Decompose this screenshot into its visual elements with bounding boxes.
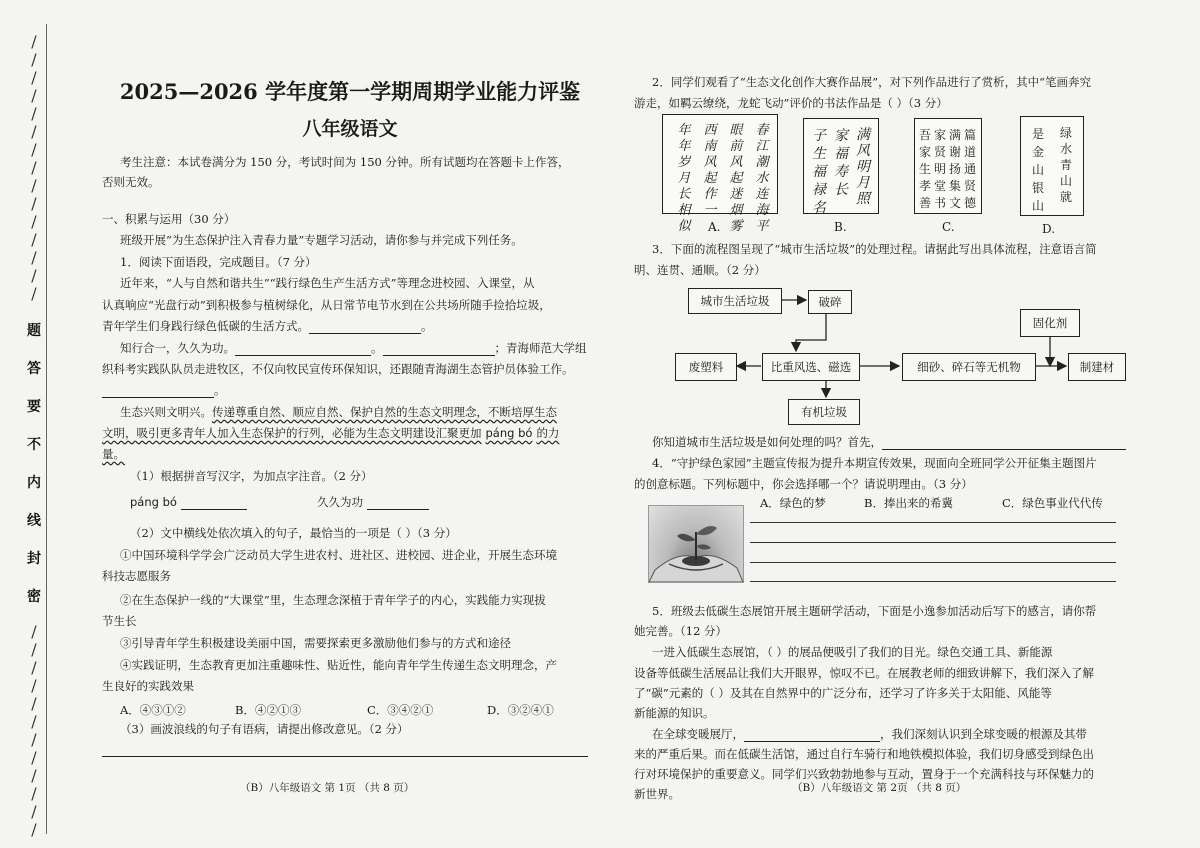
wavy-sentence: 传递尊重自然、顺应自然、保护自然的生态文明理念，不断培厚生态: [212, 405, 557, 419]
page-footer: （B）八年级语文 第 1页 （共 8 页）: [240, 782, 415, 794]
flow-node-plastic: 废塑料: [675, 353, 737, 381]
calligraphy-column: 年 年 岁 月 长 相 似: [677, 123, 691, 234]
essay-text: 在全球变暖展厅，: [652, 727, 744, 741]
calligraphy-column: 家 福 寿 长: [834, 128, 848, 198]
option-sentence: ③引导青年学生积极建设美丽中国，需要探索更多激励他们参与的方式和途径: [120, 636, 511, 650]
option-sentence: 节生长: [102, 614, 137, 628]
calligraphy-label: C.: [942, 220, 955, 234]
binding-slash-mark: /: [31, 140, 37, 159]
calligraphy-column: 眼 前 风 起 迷 烟 雾: [729, 123, 743, 234]
calligraphy-label: B.: [834, 220, 847, 234]
flow-node-separation: 比重风选、磁选: [762, 353, 860, 381]
seal-char: 封: [27, 551, 41, 567]
calligraphy-column: 满 谢 扬 集 文: [948, 128, 961, 210]
calligraphy-column: 西 南 风 起 作 一: [703, 123, 717, 218]
binding-slash-mark: /: [31, 104, 37, 123]
question-2: 2．同学们观看了“生态文化创作大赛作品展”，对下列作品进行了赏析，其中“笔画奔究: [652, 75, 1091, 89]
option-sentence: 生良好的实践效果: [102, 679, 194, 693]
flow-node-curing-agent: 固化剂: [1020, 309, 1080, 337]
calligraphy-column: 吾 家 生 孝 善: [918, 128, 931, 210]
wavy-sentence: 的力: [536, 426, 560, 440]
passage-line: 织科考实践队队员走进牧区，不仅向牧民宣传环保知识，还跟随青海湖生态管护员体验工作。: [102, 362, 574, 376]
binding-slash-mark: /: [31, 676, 37, 695]
title-option-a[interactable]: A．绿色的梦: [760, 496, 826, 510]
subquestion-3: （3）画波浪线的句子有语病，请提出修改意见。（2 分）: [120, 722, 409, 736]
essay-line: 一进入低碳生态展馆，（ ）的展品便吸引了我们的目光。绿色交通工具、新能源: [652, 645, 1053, 659]
binding-slash-mark: /: [31, 266, 37, 285]
binding-slash-mark: /: [31, 194, 37, 213]
exam-subtitle: 八年级语文: [302, 118, 398, 140]
section-heading: 一、积累与运用（30 分）: [102, 212, 236, 226]
binding-slash-mark: /: [31, 68, 37, 87]
essay-line: 来的严重后果。而在低碳生活馆，通过自行车骑行和地铁模拟体验，我们切身感受到绿色出: [634, 747, 1094, 761]
option-sentence: ④实践证明，生态教育更加注重趣味性、贴近性，能向青年学生传递生态文明理念，产: [120, 658, 557, 672]
wavy-sentence: 量。: [102, 447, 125, 461]
wavy-sentence: 文明，吸引更多青年人加入生态保护的行列，必能为生态文明建设汇聚更加: [102, 426, 482, 440]
binding-slash-mark: /: [31, 640, 37, 659]
flow-node-crush: 破碎: [808, 290, 852, 314]
choice-b[interactable]: B．④②①③: [235, 703, 301, 717]
passage-line: 认真响应“光盘行动”到积极参与植树绿化，从日常节电节水到在公共场所随手捡拾垃圾，: [102, 298, 551, 312]
pinyin-text: páng bó: [485, 426, 533, 440]
calligraphy-column: 子 生 福 禄 名: [812, 128, 826, 216]
question-5-cont: 她完善。（12 分）: [634, 624, 728, 638]
essay-line: [652, 727, 1087, 742]
calligraphy-column: 满 风 明 月 照: [856, 127, 870, 207]
binding-slash-mark: /: [31, 212, 37, 231]
choice-a[interactable]: A．④③①②: [120, 703, 186, 717]
essay-line: 行对环境保护的重要意义。同学们兴致勃勃地参与互动，置身于一个充满科技与环保魅力的: [634, 767, 1094, 781]
binding-slash-mark: /: [31, 158, 37, 177]
question-3-answer: [652, 435, 1126, 450]
calligraphy-column: 篇 道 通 贤 德: [963, 128, 976, 210]
seedling-icon: [649, 506, 743, 582]
essay-line: 新世界。: [634, 787, 680, 801]
title-option-b[interactable]: B．捧出来的希冀: [864, 496, 953, 510]
flow-node-inorganic: 细砂、碎石等无机物: [902, 353, 1036, 381]
question-4-cont: 的创意标题。下列标题中，你会选择哪一个？请说明理由。（3 分）: [634, 477, 973, 491]
answer-prompt: 你知道城市生活垃圾是如何处理的吗？首先，: [652, 435, 882, 449]
binding-slash-mark: /: [31, 32, 37, 51]
choice-c[interactable]: C．③④②①: [367, 703, 434, 717]
passage-text: 生态兴则文明兴。: [120, 405, 212, 419]
binding-slash-mark: /: [31, 784, 37, 803]
question-4: 4．“守护绿色家园”主题宣传报为提升本期宣传效果，现面向全班同学公开征集主题图片: [652, 456, 1097, 470]
binding-slash-mark: /: [31, 622, 37, 641]
passage-text: 青年学生们身践行绿色低碳的生活方式。: [102, 319, 309, 333]
seal-char: 题: [27, 323, 41, 339]
question-3: 3．下面的流程图呈现了“城市生活垃圾”的处理过程。请据此写出具体流程，注意语言简: [652, 242, 1097, 256]
calligraphy-column: 家 贤 明 堂 书: [933, 128, 946, 210]
option-sentence: ①中国环境科学学会广泛动员大学生进农村、进社区、进校园、进企业，开展生态环境: [120, 548, 557, 562]
binding-slash-mark: /: [31, 86, 37, 105]
task-intro: 班级开展“为生态保护注入青春力量”专题学习活动，请你参与并完成下列任务。: [120, 233, 523, 247]
option-sentence: 科技志愿服务: [102, 569, 171, 583]
choice-d[interactable]: D．③②④①: [487, 703, 554, 717]
pinyin-text: páng bó: [130, 495, 177, 509]
flow-node-urban-waste: 城市生活垃圾: [688, 288, 782, 314]
binding-slash-mark: /: [31, 730, 37, 749]
exam-title: 2025—2026 学年度第一学期周期学业能力评鉴: [119, 79, 581, 104]
calligraphy-label: A.: [708, 220, 721, 234]
dotted-word: 久久为功: [317, 495, 363, 509]
binding-slash-mark: /: [31, 230, 37, 249]
calligraphy-column: 绿 水 青 山 就: [1059, 126, 1072, 204]
flow-node-building-material: 制建材: [1068, 353, 1126, 381]
binding-slash-mark: /: [31, 748, 37, 767]
flow-node-organic: 有机垃圾: [788, 399, 860, 425]
answer-line[interactable]: [750, 542, 1116, 543]
essay-text: ，我们深刻认识到全球变暖的根源及其带: [880, 727, 1087, 741]
notice-line: 否则无效。: [102, 175, 160, 189]
binding-slash-mark: /: [31, 766, 37, 785]
title-option-c[interactable]: C．绿色事业代代传: [1002, 496, 1103, 510]
seal-char: 不: [27, 437, 41, 453]
question-3-cont: 明、连贯、通顺。（2 分）: [634, 263, 766, 277]
subquestion-2: （2）文中横线处依次填入的句子，最恰当的一项是（ ）（3 分）: [130, 526, 457, 540]
binding-slash-mark: /: [31, 176, 37, 195]
passage-text: 。: [371, 341, 383, 355]
page-footer: （B）八年级语文 第 2页 （共 8 页）: [792, 782, 967, 794]
binding-slash-mark: /: [31, 658, 37, 677]
passage-text: 。: [421, 319, 433, 333]
binding-slash-mark: /: [31, 122, 37, 141]
passage-line: 近年来，“人与自然和谐共生”“践行绿色生产生活方式”等理念进校园、入课堂，从: [120, 276, 535, 290]
subquestion-1: （1）根据拼音写汉字，为加点字注音。（2 分）: [130, 469, 373, 483]
answer-blank[interactable]: [744, 729, 880, 742]
hands-seedling-photo: [648, 505, 744, 583]
option-sentence: ②在生态保护一线的“大课堂”里，生态理念深植于青年学子的内心，实践能力实现拔: [120, 593, 546, 607]
passage-text: 知行合一，久久为功。: [120, 341, 235, 355]
passage-text: 。: [214, 383, 226, 397]
seal-char: 答: [27, 361, 41, 377]
notice-line: 考生注意：本试卷满分为 150 分，考试时间为 150 分钟。所有试题均在答题卡上作答，: [120, 155, 570, 169]
binding-slash-mark: /: [31, 50, 37, 69]
question-1: 1．阅读下面语段，完成题目。（7 分）: [120, 255, 317, 269]
binding-slash-mark: /: [31, 248, 37, 267]
binding-slash-mark: /: [31, 284, 37, 303]
seal-char: 线: [27, 513, 41, 529]
essay-line: 新能源的知识。: [634, 706, 715, 720]
seal-char: 密: [27, 589, 41, 605]
binding-slash-mark: /: [31, 694, 37, 713]
answer-line[interactable]: [750, 581, 1116, 582]
question-5: 5．班级去低碳生态展馆开展主题研学活动，下面是小逸参加活动后写下的感言，请你帮: [652, 604, 1097, 618]
essay-line: 了“碳”元素的（ ）及其在自然界中的广泛分布，还学习了许多关于太阳能、风能等: [634, 686, 1052, 700]
answer-line[interactable]: [750, 522, 1116, 523]
calligraphy-column: 是 金 山 银 山: [1031, 127, 1044, 213]
binding-slash-mark: /: [31, 802, 37, 821]
binding-slash-mark: /: [31, 712, 37, 731]
arrow-crush-to-separate: [796, 312, 826, 351]
calligraphy-label: D.: [1042, 222, 1056, 236]
seal-char: 要: [27, 399, 41, 415]
answer-blank[interactable]: [882, 437, 1126, 450]
passage-text: ；青海师范大学组: [494, 341, 587, 355]
seal-char: 内: [27, 475, 41, 491]
calligraphy-column: 春 江 潮 水 连 海 平: [755, 123, 769, 234]
essay-line: 设备等低碳生活展品让我们大开眼界，惊叹不已。在展教老师的细致讲解下，我们深入了解: [634, 666, 1094, 680]
binding-slash-mark: /: [31, 820, 37, 839]
answer-line[interactable]: [750, 562, 1116, 563]
question-2-cont: 游走，如羁云缭绕，龙蛇飞动”评价的书法作品是（ ）（3 分）: [634, 96, 948, 110]
